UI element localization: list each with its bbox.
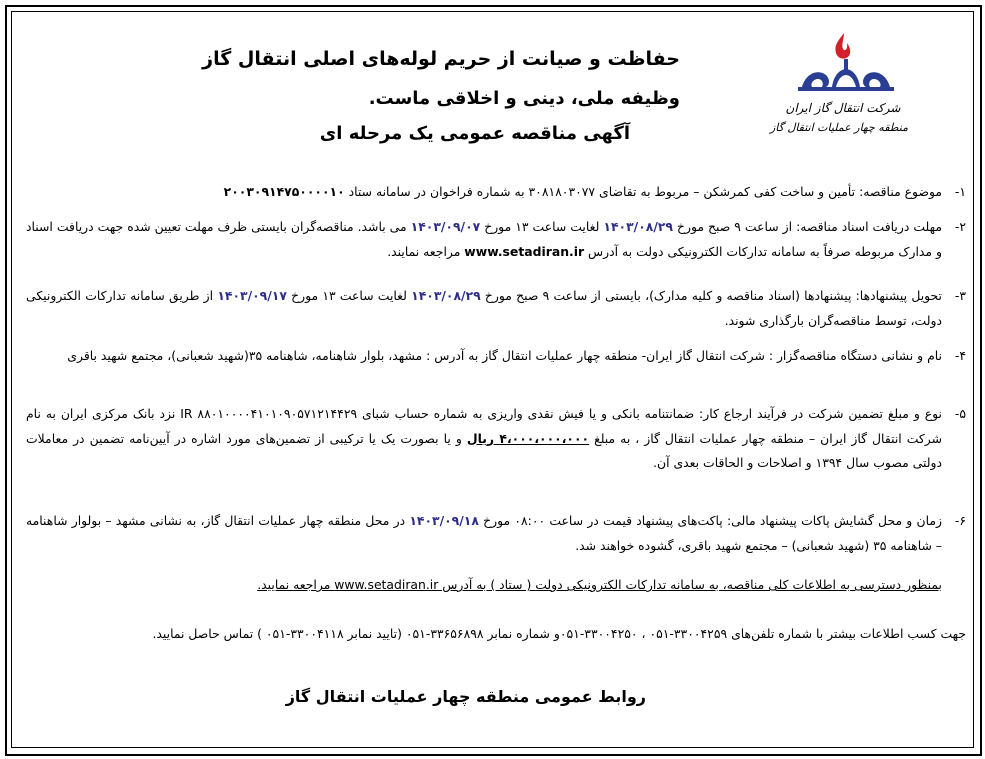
item-number: ۱- bbox=[954, 184, 966, 199]
item-text: می باشد. مناقصه‌گران بایستی ظرف مهلت تعیین شده جهت دریافت اسناد و مدارک مربوطه صرفاً به سامانه تدارکات الکترونیکی دولت به آدرس bbox=[26, 219, 942, 259]
item-text: از طریق سامانه تدارکات الکترونیکی دولت، توسط مناقصه‌گران بارگذاری شوند. bbox=[26, 288, 942, 328]
item-text: نام و نشانی دستگاه مناقصه‌گزار : شرکت انتقال گاز ایران- منطقه چهار عملیات انتقال گاز به آدرس : مشهد، بلوار شاهنامه، شاهنامه ۳۵(شهید شعبانی)، مجتمع شهید باقری bbox=[67, 348, 942, 363]
item-text: زمان و محل گشایش پاکات پیشنهاد مالی: پاکت‌های پیشنهاد قیمت در ساعت ۰۸:۰۰ مورخ bbox=[478, 513, 942, 528]
item-text: لغایت ساعت ۱۳ مورخ bbox=[286, 288, 412, 303]
item-text: در محل منطقه چهار عملیات انتقال گاز، به نشانی مشهد – بولوار شاهنامه – شاهنامه ۳۵ (شهید شعبانی) – مجتمع شهید باقری، گشوده خواهند شد. bbox=[26, 513, 942, 553]
website-link[interactable]: www.setadiran.ir bbox=[464, 243, 585, 259]
start-date: ۱۴۰۳/۰۸/۲۹ bbox=[603, 219, 673, 234]
item-text: مراجعه نمایند. bbox=[387, 243, 465, 259]
tender-item-5 bbox=[26, 402, 966, 476]
end-date: ۱۴۰۳/۰۹/۰۷ bbox=[410, 219, 481, 234]
item-number: ۳- bbox=[954, 288, 966, 303]
item-text: لغایت ساعت ۱۳ مورخ bbox=[480, 219, 604, 234]
company-logo bbox=[769, 25, 928, 145]
call-number: ۲۰۰۳۰۹۱۴۷۵۰۰۰۰۱۰ bbox=[223, 184, 345, 199]
item-number: ۶- bbox=[954, 513, 966, 528]
signature: روابط عمومی منطقه چهار عملیات انتقال گاز bbox=[285, 687, 646, 706]
heading-line-1: حفاظت و صیانت از حریم لوله‌های اصلی انتقال گاز bbox=[202, 48, 680, 70]
item-text: موضوع مناقصه: تأمین و ساخت کفی کمرشکن – مربوط به تقاضای ۳۰۸۱۸۰۳۰۷۷ به شماره فراخوان در سامانه ستاد bbox=[344, 184, 942, 199]
start-date: ۱۴۰۳/۰۸/۲۹ bbox=[411, 288, 481, 303]
access-note: بمنظور دسترسی به اطلاعات کلی مناقصه، به سامانه تدارکات الکترونیکی دولت ( ستاد ) به آدرس www.setadiran.ir مراجعه نمایید. bbox=[257, 577, 942, 592]
heading-line-2: وظیفه ملی، دینی و اخلاقی ماست. bbox=[368, 88, 680, 109]
tender-item-3 bbox=[26, 284, 966, 333]
tender-item-6 bbox=[26, 509, 966, 558]
item-number: ۴- bbox=[954, 348, 966, 363]
end-date: ۱۴۰۳/۰۹/۱۷ bbox=[217, 288, 287, 303]
contact-info: جهت کسب اطلاعات بیشتر با شماره تلفن‌های ۳۳۰۰۴۲۵۹-۰۵۱ ، ۳۳۰۰۴۲۵۰-۰۵۱و شماره نمابر ۳۳۶۵۶۸۹۸-۰۵۱ (تایید نمابر ۳۳۰۰۴۱۱۸-۰۵۱ ) تماس حاصل نمایید. bbox=[152, 626, 966, 641]
flame-emblem-icon bbox=[778, 25, 928, 105]
guarantee-amount: ۴،۰۰۰،۰۰۰،۰۰۰ ریال bbox=[466, 430, 590, 446]
item-text: مهلت دریافت اسناد مناقصه: از ساعت ۹ صبح مورخ bbox=[672, 219, 942, 234]
tender-item-4 bbox=[26, 344, 966, 369]
tender-item-2 bbox=[26, 215, 966, 264]
item-text: نوع و مبلغ تضمین شرکت در فرآیند ارجاع کار: ضمانتنامه بانکی و یا فیش نقدی واریزی به شماره حساب شبای IR ۸۸۰۱۰۰۰۰۴۱۰۱۰۹۰۵۷۱۲۱۴۴۲۹ نزد بانک مرکزی ایران به نام شرکت انتقال گاز ایران – منطقه چهار عملیات انتقال گاز ، به مبلغ bbox=[26, 406, 942, 446]
item-text: و یا بصورت یک یا ترکیبی از تضمین‌های مورد اشاره در آیین‌نامه تضمین در معاملات دولتی مصوب سال ۱۳۹۴ و اصلاحات و الحاقات بعدی آن. bbox=[26, 430, 942, 470]
item-text: تحویل پیشنهادها: پیشنهادها (اسناد مناقصه و کلیه مدارک)، بایستی از ساعت ۹ صبح مورخ bbox=[480, 288, 942, 303]
opening-date: ۱۴۰۳/۰۹/۱۸ bbox=[409, 513, 479, 528]
logo-company-name: شرکت انتقال گاز ایران bbox=[785, 101, 901, 115]
logo-region-name: منطقه چهار عملیات انتقال گاز bbox=[769, 121, 908, 134]
item-number: ۲- bbox=[954, 219, 966, 234]
item-number: ۵- bbox=[954, 406, 966, 421]
page-title: آگهی مناقصه عمومی یک مرحله ای bbox=[319, 123, 630, 144]
tender-item-1 bbox=[26, 180, 966, 205]
